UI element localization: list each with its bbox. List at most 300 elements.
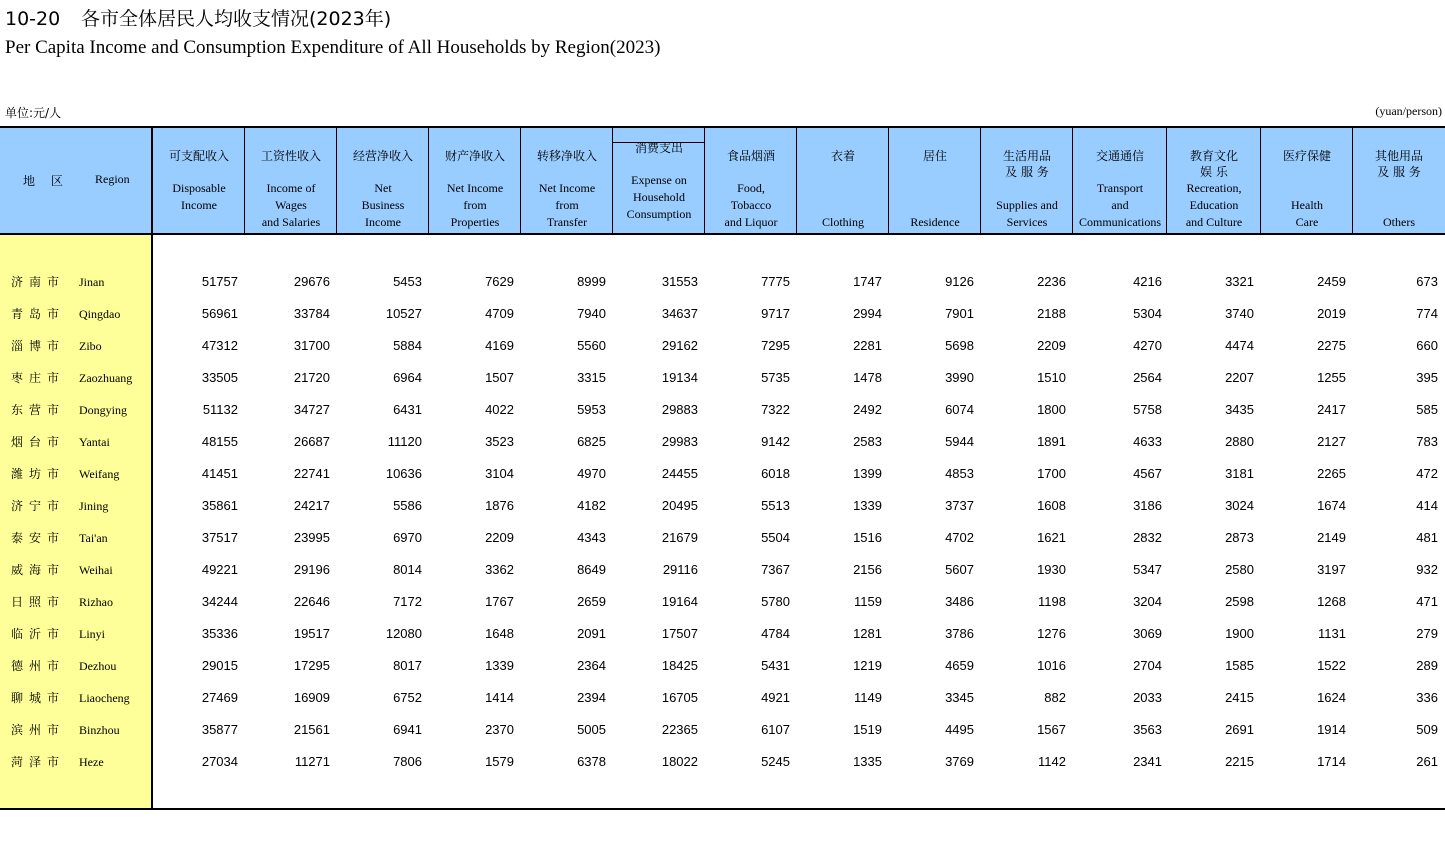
table-cell-value: 2215 (1225, 754, 1254, 769)
table-cell-value: 289 (1416, 658, 1438, 673)
table-cell-value: 2091 (577, 626, 606, 641)
table-cell-value: 1914 (1317, 722, 1346, 737)
table-cell-value: 5884 (393, 338, 422, 353)
table-cell-value: 414 (1416, 498, 1438, 513)
table-row (0, 490, 1445, 522)
table-cell-value: 56961 (201, 306, 238, 321)
table-cell-value: 4659 (945, 658, 974, 673)
table-cell-value: 2704 (1133, 658, 1162, 673)
table-cell-value: 4474 (1225, 338, 1254, 353)
table-cell-value: 2492 (853, 402, 882, 417)
table-cell-value: 3523 (485, 434, 514, 449)
region-name-en: Qingdao (79, 307, 121, 321)
region-name-cn: 潍坊市 (11, 467, 66, 481)
table-cell-value: 2459 (1317, 274, 1346, 289)
table-cell-value: 1608 (1037, 498, 1066, 513)
column-header-cn: 经营净收入 (352, 149, 413, 163)
table-cell-value: 22741 (293, 466, 330, 481)
table-cell-value: 3181 (1225, 466, 1254, 481)
table-cell-value: 9126 (945, 274, 974, 289)
table-cell-value: 7901 (945, 306, 974, 321)
table-cell-value: 33505 (201, 370, 238, 385)
table-cell-value: 19517 (293, 626, 330, 641)
table-cell-value: 585 (1416, 402, 1438, 417)
title-cn-text: 各市全体居民人均收支情况(2023年) (81, 8, 392, 30)
table-cell-value: 1891 (1037, 434, 1066, 449)
column-header-cn: 教育文化 (1189, 149, 1238, 163)
table-cell-value: 2275 (1317, 338, 1346, 353)
table-title-en: Per Capita Income and Consumption Expenditure of All Households by Region(2023) (5, 37, 661, 58)
table-cell-value: 1522 (1317, 658, 1346, 673)
table-cell-value: 2209 (1037, 338, 1066, 353)
column-header-cn: 可支配收入 (168, 149, 229, 163)
table-cell-value: 1510 (1037, 370, 1066, 385)
table-cell-value: 7295 (761, 338, 790, 353)
table-cell-value: 5347 (1133, 562, 1162, 577)
column-header (705, 128, 797, 233)
table-cell-value: 23995 (293, 530, 330, 545)
column-header-cn: 居住 (922, 149, 947, 163)
region-name-cn: 济宁市 (11, 499, 66, 513)
table-cell-value: 1198 (1038, 594, 1066, 609)
region-name-cn: 临沂市 (11, 627, 66, 641)
column-header-en: Transfer (546, 215, 588, 229)
table-cell-value: 4270 (1133, 338, 1162, 353)
region-header-cn: 地 区 (23, 174, 69, 188)
column-header-en: and Liquor (724, 215, 778, 229)
table-cell-value: 1159 (854, 594, 882, 609)
region-name-en: Weifang (79, 467, 120, 481)
region-name-cn: 德州市 (11, 659, 66, 673)
region-name-en: Jinan (79, 275, 105, 289)
table-row (0, 362, 1445, 394)
table-cell-value: 9717 (761, 306, 790, 321)
table-row (0, 714, 1445, 746)
column-header-en: Income of (266, 181, 316, 195)
table-cell-value: 2207 (1225, 370, 1254, 385)
column-header-en: from (463, 198, 487, 212)
table-cell-value: 2415 (1225, 690, 1254, 705)
column-header-en: Tobacco (730, 198, 772, 212)
table-cell-value: 1255 (1317, 370, 1346, 385)
table-cell-value: 7806 (393, 754, 422, 769)
table-cell-value: 3769 (945, 754, 974, 769)
table-cell-value: 6964 (393, 370, 422, 385)
table-cell-value: 932 (1416, 562, 1438, 577)
table-cell-value: 34727 (293, 402, 330, 417)
table-cell-value: 22365 (661, 722, 698, 737)
table-cell-value: 1339 (485, 658, 514, 673)
column-header-en: Clothing (821, 215, 864, 229)
table-row (0, 426, 1445, 458)
column-header (337, 128, 429, 233)
region-name-cn: 淄博市 (11, 339, 66, 353)
table-cell-value: 1519 (853, 722, 882, 737)
table-cell-value: 41451 (201, 466, 238, 481)
column-header-en: and Culture (1185, 215, 1243, 229)
table-row (0, 394, 1445, 426)
region-name-en: Weihai (79, 563, 113, 577)
table-cell-value: 261 (1416, 754, 1438, 769)
table-cell-value: 5944 (945, 434, 974, 449)
table-cell-value: 34637 (661, 306, 698, 321)
table-row (0, 746, 1445, 778)
table-cell-value: 27034 (201, 754, 238, 769)
table-cell-value: 1714 (1317, 754, 1346, 769)
table-cell-value: 1800 (1037, 402, 1066, 417)
table-row (0, 554, 1445, 586)
table-cell-value: 9142 (761, 434, 790, 449)
table-cell-value: 2265 (1317, 466, 1346, 481)
table-cell-value: 5586 (393, 498, 422, 513)
table-cell-value: 4182 (577, 498, 606, 513)
table-cell-value: 6941 (393, 722, 422, 737)
region-name-en: Zibo (79, 339, 102, 353)
region-name-en: Jining (79, 499, 109, 513)
table-row (0, 266, 1445, 298)
region-name-en: Dongying (79, 403, 127, 417)
table-cell-value: 6825 (577, 434, 606, 449)
column-header-en: and (1111, 198, 1129, 212)
table-cell-value: 4970 (577, 466, 606, 481)
column-header-cn: 娱 乐 (1200, 165, 1228, 179)
table-cell-value: 16705 (661, 690, 698, 705)
table-cell-value: 1478 (853, 370, 882, 385)
table-cell-value: 3786 (945, 626, 974, 641)
table-cell-value: 5780 (761, 594, 790, 609)
region-name-en: Zaozhuang (79, 371, 133, 385)
column-header (1167, 128, 1261, 233)
table-cell-value: 29983 (661, 434, 698, 449)
table-cell-value: 4495 (945, 722, 974, 737)
table-cell-value: 29883 (661, 402, 698, 417)
table-cell-value: 3345 (945, 690, 974, 705)
table-row (0, 618, 1445, 650)
region-name-en: Heze (79, 755, 104, 769)
table-cell-value: 395 (1416, 370, 1438, 385)
column-header-cn: 食品烟酒 (726, 149, 775, 163)
table-cell-value: 1624 (1317, 690, 1346, 705)
table-cell-value: 2994 (853, 306, 882, 321)
table-cell-value: 3435 (1225, 402, 1254, 417)
table-cell-value: 481 (1416, 530, 1438, 545)
table-cell-value: 5698 (945, 338, 974, 353)
column-header-en: Food, (737, 181, 765, 195)
table-cell-value: 2364 (577, 658, 606, 673)
table-cell-value: 2033 (1133, 690, 1162, 705)
table-cell-value: 4709 (485, 306, 514, 321)
table-cell-value: 4853 (945, 466, 974, 481)
table-cell-value: 1414 (485, 690, 514, 705)
table-cell-value: 8999 (577, 274, 606, 289)
table-cell-value: 1930 (1037, 562, 1066, 577)
column-header (521, 128, 613, 233)
region-header-en: Region (95, 172, 130, 186)
table-cell-value: 2209 (485, 530, 514, 545)
table-cell-value: 5560 (577, 338, 606, 353)
table-cell-value: 882 (1044, 690, 1066, 705)
table-row (0, 298, 1445, 330)
table-cell-value: 5453 (393, 274, 422, 289)
table-cell-value: 8649 (577, 562, 606, 577)
column-header (889, 128, 981, 233)
table-cell-value: 6431 (393, 402, 422, 417)
table-cell-value: 3321 (1225, 274, 1254, 289)
table-cell-value: 336 (1416, 690, 1438, 705)
column-header-en: Recreation, (1186, 181, 1242, 195)
column-header-cn: 医疗保健 (1282, 149, 1331, 163)
table-cell-value: 2236 (1037, 274, 1066, 289)
table-cell-value: 1281 (853, 626, 882, 641)
table-cell-value: 1516 (853, 530, 882, 545)
table-cell-value: 3740 (1225, 306, 1254, 321)
table-cell-value: 3990 (945, 370, 974, 385)
column-header-en: Net Income (538, 181, 596, 195)
column-header-en: Expense on (631, 173, 687, 187)
table-cell-value: 3362 (485, 562, 514, 577)
column-header-en: from (555, 198, 579, 212)
table-cell-value: 3315 (577, 370, 606, 385)
table-cell-value: 1900 (1225, 626, 1254, 641)
table-cell-value: 4784 (761, 626, 790, 641)
table-cell-value: 24217 (293, 498, 330, 513)
column-header-en: Household (633, 190, 685, 204)
table-cell-value: 18022 (661, 754, 698, 769)
column-header-cn: 及 服 务 (1005, 165, 1049, 179)
table-cell-value: 4567 (1133, 466, 1162, 481)
table-cell-value: 660 (1416, 338, 1438, 353)
table-cell-value: 2659 (577, 594, 606, 609)
column-header-cn: 生活用品 (1002, 149, 1051, 163)
table-cell-value: 22646 (293, 594, 330, 609)
column-header-en: Communications (1079, 215, 1161, 229)
region-name-en: Tai'an (79, 531, 108, 545)
region-name-cn: 泰安市 (11, 531, 66, 545)
table-cell-value: 5504 (761, 530, 790, 545)
region-name-cn: 菏泽市 (11, 755, 66, 769)
column-header-cn: 其他用品 (1374, 149, 1423, 163)
table-cell-value: 11271 (294, 754, 330, 769)
table-cell-value: 1399 (853, 466, 882, 481)
table-cell-value: 7367 (761, 562, 790, 577)
table-cell-value: 2417 (1317, 402, 1346, 417)
table-cell-value: 4022 (485, 402, 514, 417)
table-cell-value: 19164 (661, 594, 698, 609)
region-name-cn: 日照市 (11, 595, 66, 609)
region-name-cn: 滨州市 (11, 723, 66, 737)
table-cell-value: 4343 (577, 530, 606, 545)
table-cell-value: 1585 (1225, 658, 1254, 673)
column-header (245, 128, 337, 233)
table-cell-value: 6018 (761, 466, 790, 481)
table-cell-value: 7322 (761, 402, 790, 417)
table-cell-value: 5758 (1133, 402, 1162, 417)
column-header-en: Disposable (172, 181, 226, 195)
column-header (1073, 128, 1167, 233)
table-cell-value: 1579 (485, 754, 514, 769)
table-cell-value: 21679 (661, 530, 698, 545)
table-cell-value: 51132 (202, 402, 238, 417)
table-row (0, 650, 1445, 682)
table-cell-value: 1276 (1037, 626, 1066, 641)
table-cell-value: 19134 (661, 370, 698, 385)
table-cell-value: 1016 (1037, 658, 1066, 673)
table-cell-value: 7940 (577, 306, 606, 321)
table-cell-value: 17507 (661, 626, 698, 641)
column-header (797, 128, 889, 233)
unit-label-cn: 单位:元/人 (5, 106, 62, 120)
column-header-en: Net Income (446, 181, 504, 195)
table-cell-value: 509 (1416, 722, 1438, 737)
table-cell-value: 2598 (1225, 594, 1254, 609)
table-cell-value: 1747 (853, 274, 882, 289)
table-cell-value: 1219 (853, 658, 882, 673)
column-header-cn: 及 服 务 (1377, 165, 1421, 179)
table-cell-value: 6107 (761, 722, 790, 737)
table-cell-value: 4921 (761, 690, 790, 705)
table-cell-value: 3737 (945, 498, 974, 513)
table-cell-value: 1149 (854, 690, 882, 705)
table-cell-value: 2880 (1225, 434, 1254, 449)
table-title-cn (5, 4, 391, 31)
table-cell-value: 2156 (853, 562, 882, 577)
table-cell-value: 4702 (945, 530, 974, 545)
table-cell-value: 2341 (1133, 754, 1162, 769)
region-name-en: Binzhou (79, 723, 120, 737)
table-cell-value: 6074 (945, 402, 974, 417)
table-cell-value: 5607 (945, 562, 974, 577)
table-row (0, 586, 1445, 618)
table-cell-value: 3197 (1317, 562, 1346, 577)
table-cell-value: 4216 (1133, 274, 1162, 289)
table-cell-value: 33784 (293, 306, 330, 321)
table-cell-value: 1507 (485, 370, 514, 385)
table-cell-value: 27469 (201, 690, 238, 705)
header-bottom-rule (0, 233, 1445, 235)
column-header-en: and Salaries (261, 215, 321, 229)
table-cell-value: 26687 (293, 434, 330, 449)
column-header-cn: 财产净收入 (444, 149, 505, 163)
column-header-en: Residence (910, 215, 960, 229)
table-cell-value: 4633 (1133, 434, 1162, 449)
table-cell-value: 11120 (387, 434, 422, 449)
table-cell-value: 1674 (1317, 498, 1346, 513)
column-header-en: Income (365, 215, 401, 229)
table-cell-value: 8017 (393, 658, 422, 673)
table-cell-value: 3069 (1133, 626, 1162, 641)
table-cell-value: 31700 (293, 338, 330, 353)
region-name-cn: 威海市 (11, 563, 66, 577)
column-header-en: Education (1189, 198, 1239, 212)
table-cell-value: 2370 (485, 722, 514, 737)
column-header-en: Services (1006, 215, 1048, 229)
table-cell-value: 7172 (393, 594, 422, 609)
column-header-en: Care (1295, 215, 1319, 229)
table-cell-value: 1131 (1318, 626, 1346, 641)
table-number: 10-20 (5, 8, 61, 30)
table-cell-value: 4169 (485, 338, 514, 353)
table-cell-value: 31553 (661, 274, 698, 289)
table-cell-value: 5735 (761, 370, 790, 385)
column-header-en: Health (1291, 198, 1323, 212)
region-name-en: Dezhou (79, 659, 117, 673)
column-header-en: Consumption (626, 207, 692, 221)
region-name-cn: 枣庄市 (11, 371, 66, 385)
region-name-en: Linyi (79, 627, 105, 641)
table-cell-value: 35861 (201, 498, 238, 513)
table-cell-value: 29162 (661, 338, 698, 353)
table-cell-value: 3204 (1133, 594, 1162, 609)
table-cell-value: 29676 (293, 274, 330, 289)
column-header-en: Supplies and (996, 198, 1058, 212)
table-cell-value: 2188 (1037, 306, 1066, 321)
table-cell-value: 1268 (1317, 594, 1346, 609)
table-cell-value: 29116 (662, 562, 698, 577)
table-cell-value: 6970 (393, 530, 422, 545)
column-header-en: Income (181, 198, 217, 212)
table-cell-value: 5953 (577, 402, 606, 417)
table-cell-value: 3186 (1133, 498, 1162, 513)
table-cell-value: 37517 (201, 530, 238, 545)
table-cell-value: 1142 (1038, 754, 1066, 769)
column-header-en: Business (361, 198, 405, 212)
table-cell-value: 3563 (1133, 722, 1162, 737)
table-cell-value: 47312 (201, 338, 238, 353)
region-name-cn: 聊城市 (11, 691, 66, 705)
table-row (0, 522, 1445, 554)
column-header (1353, 128, 1445, 233)
table-cell-value: 1621 (1037, 530, 1066, 545)
table-cell-value: 1335 (853, 754, 882, 769)
column-header-cn: 衣着 (830, 149, 855, 163)
table-cell-value: 1648 (485, 626, 514, 641)
table-cell-value: 1339 (853, 498, 882, 513)
region-name-cn: 青岛市 (11, 307, 66, 321)
table-row (0, 330, 1445, 362)
table-cell-value: 10527 (385, 306, 422, 321)
column-header (1261, 128, 1353, 233)
column-header (613, 128, 705, 233)
table-cell-value: 29196 (293, 562, 330, 577)
table-cell-value: 35877 (201, 722, 238, 737)
table-cell-value: 3104 (485, 466, 514, 481)
table-cell-value: 8014 (393, 562, 422, 577)
table-cell-value: 5304 (1133, 306, 1162, 321)
table-cell-value: 1876 (485, 498, 514, 513)
table-cell-value: 774 (1416, 306, 1438, 321)
table-cell-value: 49221 (201, 562, 238, 577)
table-cell-value: 279 (1416, 626, 1438, 641)
column-header-cn: 转移净收入 (536, 149, 597, 163)
table-cell-value: 5005 (577, 722, 606, 737)
table-cell-value: 21561 (293, 722, 330, 737)
table-cell-value: 3486 (945, 594, 974, 609)
table-cell-value: 48155 (201, 434, 238, 449)
table-cell-value: 24455 (661, 466, 698, 481)
table-cell-value: 1567 (1037, 722, 1066, 737)
unit-label-en: (yuan/person) (1375, 104, 1442, 118)
table-cell-value: 10636 (385, 466, 422, 481)
column-header-en: Wages (275, 198, 307, 212)
table-cell-value: 783 (1416, 434, 1438, 449)
table-cell-value: 2691 (1225, 722, 1254, 737)
column-header-cn: 工资性收入 (260, 149, 321, 163)
table-bottom-rule (0, 808, 1445, 810)
column-header-en: Transport (1096, 181, 1144, 195)
region-name-cn: 烟台市 (11, 435, 66, 449)
table-cell-value: 6378 (577, 754, 606, 769)
table-cell-value: 5431 (761, 658, 790, 673)
